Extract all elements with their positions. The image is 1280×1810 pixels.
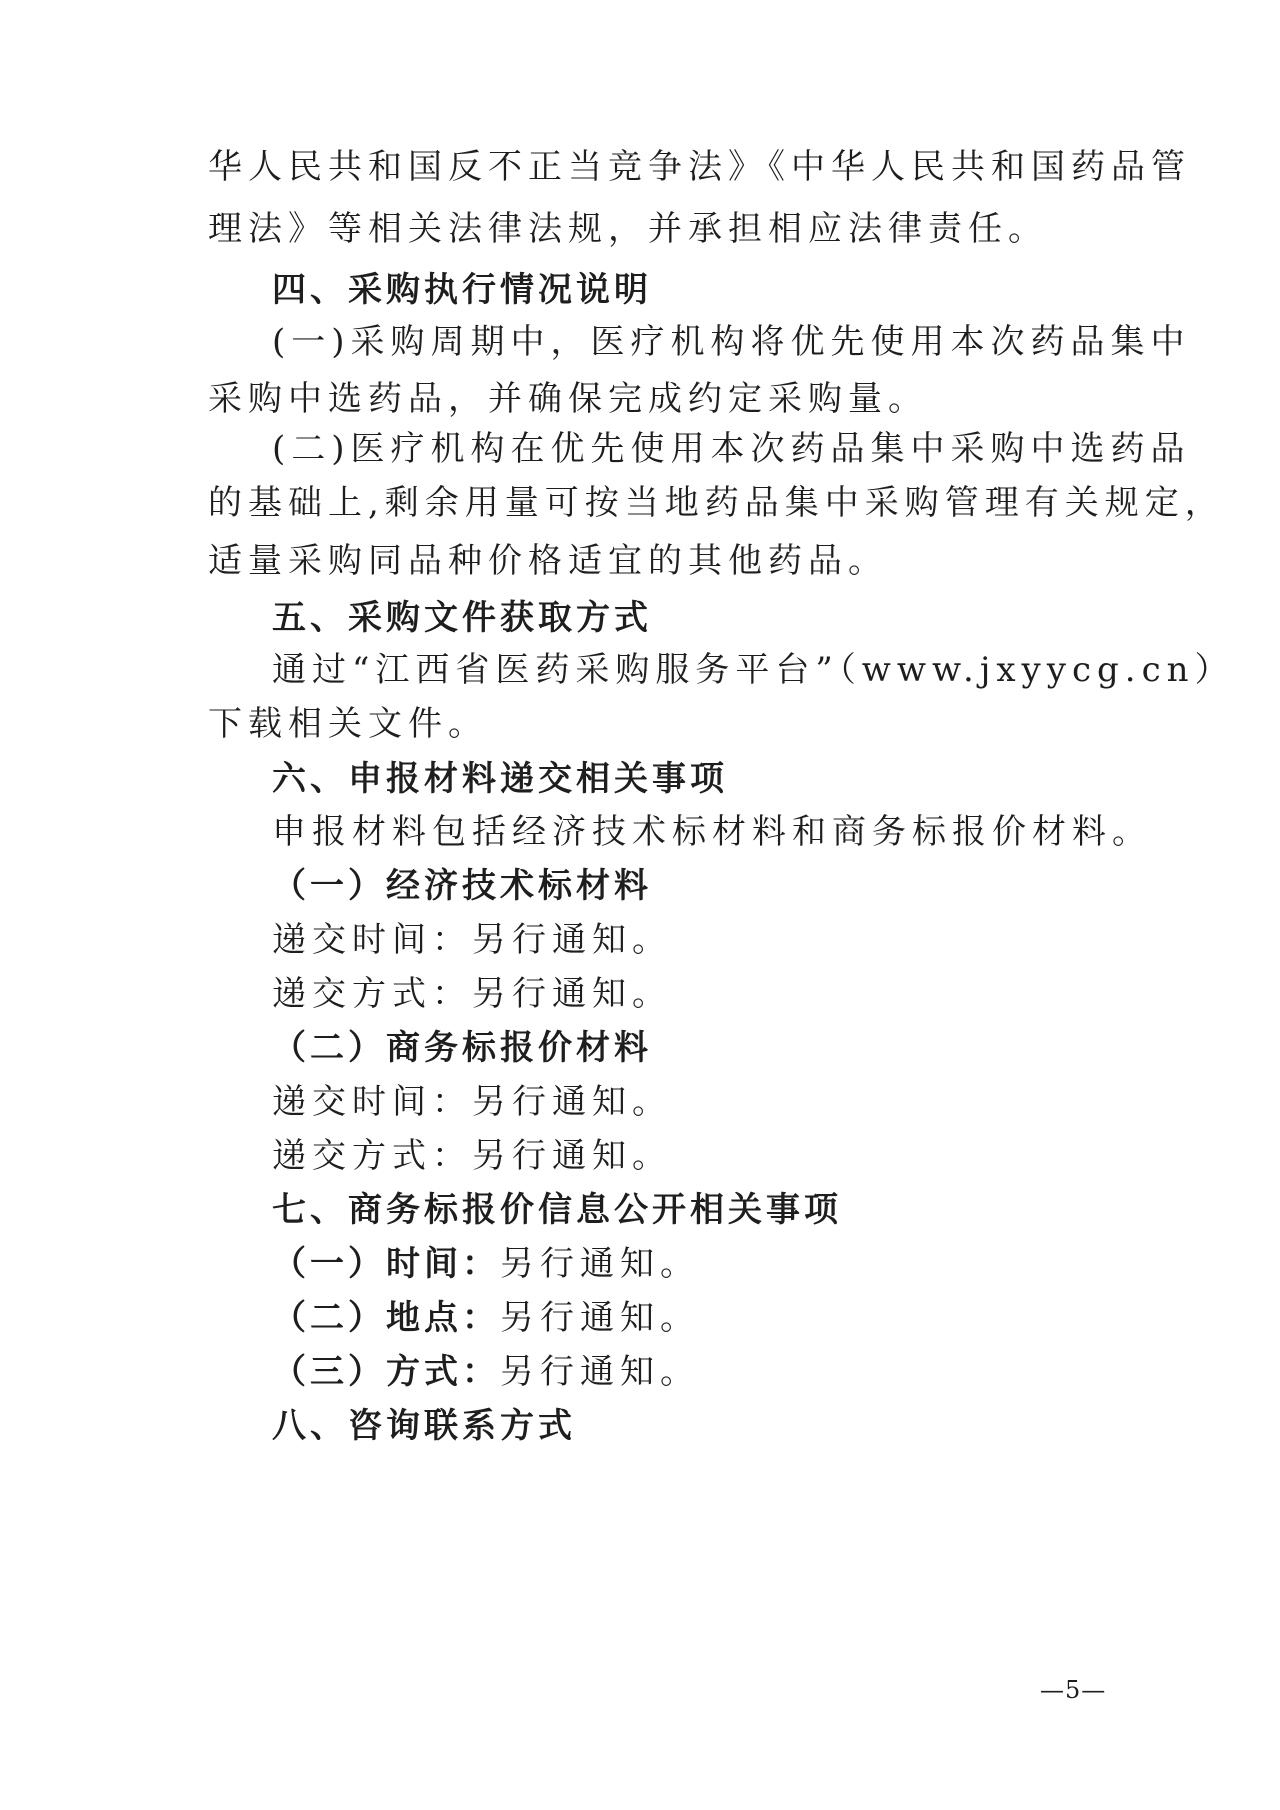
list-item-value: 另行通知。 <box>500 1244 700 1284</box>
paragraph-line: 通过“江西省医药采购服务平台”（www.jxyycg.cn） <box>272 650 1235 690</box>
page-number: —5— <box>1040 1676 1107 1704</box>
paragraph-line: (一)采购周期中，医疗机构将优先使用本次药品集中 <box>272 322 1191 362</box>
list-item-label: （一）时间： <box>272 1244 500 1284</box>
section-heading-5: 五、采购文件获取方式 <box>272 598 652 638</box>
paragraph-line: 递交方式：另行通知。 <box>272 1136 672 1176</box>
section-heading-7: 七、商务标报价信息公开相关事项 <box>272 1190 842 1230</box>
section-heading-8: 八、咨询联系方式 <box>272 1406 576 1446</box>
list-item-label: （二）地点： <box>272 1298 500 1338</box>
list-item-value: 另行通知。 <box>500 1352 700 1392</box>
paragraph-line: 下载相关文件。 <box>208 704 488 744</box>
subsection-heading: （二）商务标报价材料 <box>272 1028 652 1068</box>
list-item <box>272 1242 700 1286</box>
section-heading-6: 六、申报材料递交相关事项 <box>272 759 728 799</box>
paragraph-line: 适量采购同品种价格适宜的其他药品。 <box>208 541 888 581</box>
list-item-value: 另行通知。 <box>500 1298 700 1338</box>
subsection-heading: （一）经济技术标材料 <box>272 866 652 906</box>
list-item-label: （三）方式： <box>272 1352 500 1392</box>
list-item <box>272 1350 700 1394</box>
list-item <box>272 1296 700 1340</box>
paragraph-line: 递交时间：另行通知。 <box>272 920 672 960</box>
paragraph-line: 华人民共和国反不正当竞争法》《中华人民共和国药品管 <box>208 147 1191 187</box>
paragraph-line: 申报材料包括经济技术标材料和商务标报价材料。 <box>272 812 1152 852</box>
paragraph-line: 理法》等相关法律法规，并承担相应法律责任。 <box>208 209 1048 249</box>
paragraph-line: 递交方式：另行通知。 <box>272 974 672 1014</box>
paragraph-line: (二)医疗机构在优先使用本次药品集中采购中选药品 <box>272 429 1191 469</box>
section-heading-4: 四、采购执行情况说明 <box>272 270 652 310</box>
paragraph-line: 的基础上,剩余用量可按当地药品集中采购管理有关规定， <box>208 483 1225 523</box>
paragraph-line: 递交时间：另行通知。 <box>272 1082 672 1122</box>
paragraph-line: 采购中选药品，并确保完成约定采购量。 <box>208 379 928 419</box>
